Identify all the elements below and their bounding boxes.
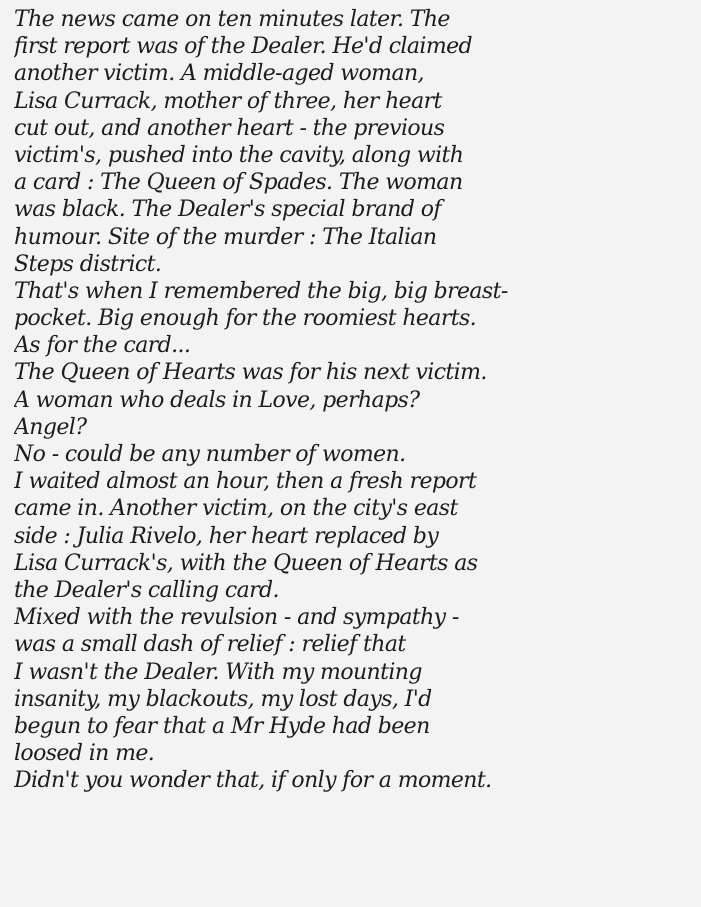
- text-line: I wasn't the Dealer. With my mounting: [14, 659, 422, 685]
- text-line: a card : The Queen of Spades. The woman: [14, 170, 463, 196]
- text-line: was a small dash of relief : relief that: [14, 632, 406, 658]
- text-line: A woman who deals in Love, perhaps?: [14, 387, 420, 413]
- text-line: victim's, pushed into the cavity, along with: [14, 142, 464, 168]
- text-line: the Dealer's calling card.: [14, 577, 279, 603]
- text-line: That's when I remembered the big, big breast-: [14, 278, 508, 304]
- text-line: pocket. Big enough for the roomiest hearts.: [14, 306, 477, 332]
- text-line: Lisa Currack, mother of three, her heart: [14, 88, 442, 114]
- text-line: Angel?: [14, 414, 87, 440]
- text-line: insanity, my blackouts, my lost days, I'd: [14, 686, 432, 712]
- text-line: cut out, and another heart - the previous: [14, 115, 445, 141]
- text-line: The Queen of Hearts was for his next victim.: [14, 360, 487, 386]
- text-line: came in. Another victim, on the city's east: [14, 496, 458, 522]
- text-line: begun to fear that a Mr Hyde had been: [14, 713, 430, 739]
- text-line: another victim. A middle-aged woman,: [14, 61, 424, 87]
- text-line: As for the card...: [14, 333, 191, 359]
- text-line: first report was of the Dealer. He'd claimed: [14, 34, 472, 60]
- text-line: The news came on ten minutes later. The: [14, 7, 450, 32]
- handwritten-text: [14, 6, 690, 794]
- text-line: loosed in me.: [14, 741, 155, 767]
- text-line: I waited almost an hour, then a fresh report: [14, 469, 477, 495]
- text-line: No - could be any number of women.: [14, 442, 406, 467]
- text-line: Lisa Currack's, with the Queen of Hearts as: [14, 550, 478, 576]
- text-line: side : Julia Rivelo, her heart replaced by: [14, 523, 439, 549]
- text-line: Mixed with the revulsion - and sympathy -: [14, 605, 459, 631]
- text-line: humour. Site of the murder : The Italian: [14, 224, 437, 250]
- text-line: Steps district.: [14, 251, 162, 277]
- text-line: was black. The Dealer's special brand of: [14, 197, 441, 223]
- text-line: Didn't you wonder that, if only for a moment.: [14, 768, 492, 794]
